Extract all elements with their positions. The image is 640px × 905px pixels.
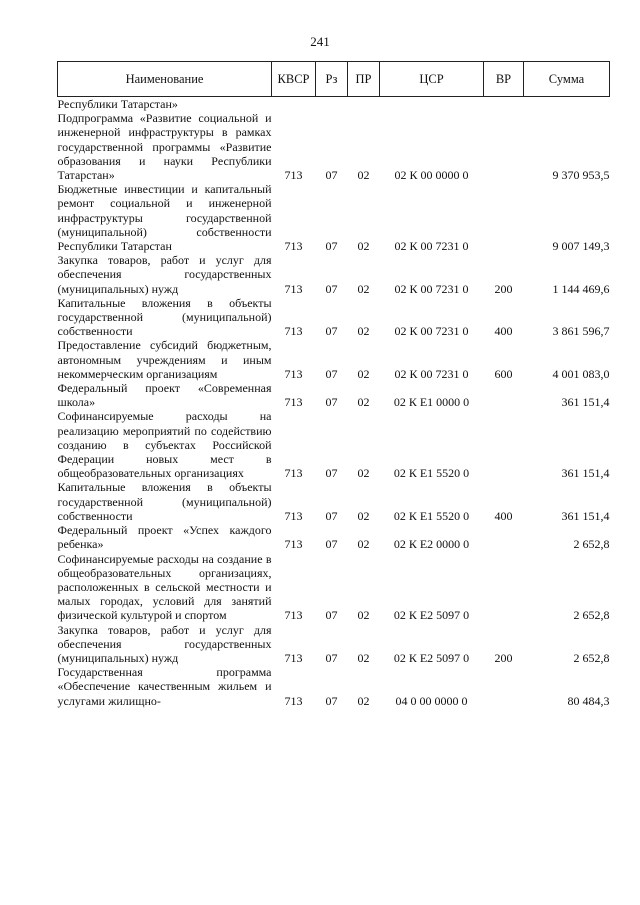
table-row xyxy=(58,111,610,182)
row-name: Федеральный проект «Успех каждого ребенка» xyxy=(57,523,272,552)
row-csr: 02 К 00 7231 0 xyxy=(394,239,469,254)
row-name: Республики Татарстан» xyxy=(57,97,178,111)
row-sum: 3 861 596,7 xyxy=(552,324,610,339)
row-kvsr: 713 xyxy=(284,650,303,665)
row-sum xyxy=(524,97,610,112)
header-pr: ПР xyxy=(348,62,380,97)
row-kvsr: 713 xyxy=(284,508,303,523)
row-sum: 2 652,8 xyxy=(573,537,610,552)
table-row xyxy=(58,253,610,296)
row-rz: 07 xyxy=(325,366,338,381)
row-rz: 07 xyxy=(325,324,338,339)
row-kvsr: 713 xyxy=(284,366,303,381)
row-pr: 02 xyxy=(357,608,370,623)
page-number: 241 xyxy=(310,34,330,49)
row-vr xyxy=(484,523,524,551)
row-pr: 02 xyxy=(357,239,370,254)
row-name: Государственная программа «Обеспечение качественным жильем и услугами жилищно- xyxy=(57,665,272,708)
table-row xyxy=(58,523,610,551)
row-pr: 02 xyxy=(357,366,370,381)
row-pr: 02 xyxy=(357,650,370,665)
row-kvsr: 713 xyxy=(284,537,303,552)
row-sum: 9 370 953,5 xyxy=(552,168,610,183)
row-vr xyxy=(484,552,524,623)
row-csr: 02 К 00 7231 0 xyxy=(394,366,469,381)
row-kvsr: 713 xyxy=(284,239,303,254)
table-row xyxy=(58,182,610,253)
row-csr: 02 К Е1 5520 0 xyxy=(393,466,470,481)
row-csr: 04 0 00 0000 0 xyxy=(395,693,468,708)
row-pr: 02 xyxy=(357,466,370,481)
table-row xyxy=(58,480,610,523)
row-sum: 9 007 149,3 xyxy=(552,239,610,254)
row-pr: 02 xyxy=(357,168,370,183)
row-kvsr: 713 xyxy=(284,693,303,708)
row-vr xyxy=(484,97,524,112)
row-pr: 02 xyxy=(357,281,370,296)
table-row xyxy=(58,552,610,623)
row-rz: 07 xyxy=(325,650,338,665)
table-row xyxy=(58,338,610,381)
row-rz: 07 xyxy=(325,395,338,410)
row-csr xyxy=(380,97,484,112)
row-name: Капитальные вложения в объекты государственной (муниципальной) собственности xyxy=(57,480,272,523)
row-pr: 02 xyxy=(357,693,370,708)
row-csr: 02 К Е1 0000 0 xyxy=(393,395,470,410)
header-row xyxy=(58,62,610,97)
row-rz: 07 xyxy=(325,608,338,623)
table-row xyxy=(58,665,610,708)
row-rz: 07 xyxy=(325,168,338,183)
row-kvsr: 713 xyxy=(284,324,303,339)
row-rz xyxy=(316,97,348,112)
row-csr: 02 К Е2 5097 0 xyxy=(393,650,470,665)
row-sum: 4 001 083,0 xyxy=(552,366,610,381)
row-csr: 02 К Е2 0000 0 xyxy=(393,537,470,552)
row-csr: 02 К Е2 5097 0 xyxy=(393,608,470,623)
row-pr: 02 xyxy=(357,537,370,552)
row-rz: 07 xyxy=(325,508,338,523)
row-csr: 02 К 00 0000 0 xyxy=(394,168,469,183)
row-vr: 400 xyxy=(494,508,513,523)
row-sum: 1 144 469,6 xyxy=(552,281,610,296)
row-sum: 361 151,4 xyxy=(561,508,610,523)
row-vr: 600 xyxy=(494,366,513,381)
row-vr: 200 xyxy=(494,281,513,296)
row-name: Подпрограмма «Развитие социальной и инженерной инфраструктуры в рамках государственной программы «Развитие образования и науки Республики Татарстан» xyxy=(57,111,272,183)
row-rz: 07 xyxy=(325,281,338,296)
row-kvsr xyxy=(272,97,316,112)
row-vr xyxy=(484,665,524,708)
row-name: Бюджетные инвестиции и капитальный ремонт социальной и инженерной инфраструктуры государственной (муниципальной) собственности Республики Татарстан xyxy=(57,182,272,254)
row-vr xyxy=(484,111,524,182)
row-vr xyxy=(484,182,524,253)
row-name: Софинансируемые расходы на создание в общеобразовательных организациях, расположенных в сельской местности и малых городах, условий для занятий физической культурой и спортом xyxy=(57,551,272,623)
header-vr: ВР xyxy=(484,62,524,97)
row-rz: 07 xyxy=(325,537,338,552)
row-kvsr: 713 xyxy=(284,281,303,296)
header-kvsr: КВСР xyxy=(272,62,316,97)
row-kvsr: 713 xyxy=(284,168,303,183)
row-sum: 80 484,3 xyxy=(567,693,610,708)
row-kvsr: 713 xyxy=(284,395,303,410)
row-rz: 07 xyxy=(325,466,338,481)
table-row xyxy=(58,97,610,112)
row-sum: 361 151,4 xyxy=(561,466,610,481)
row-name: Закупка товаров, работ и услуг для обеспечения государственных (муниципальных) нужд xyxy=(57,622,272,665)
row-name: Предоставление субсидий бюджетным, автономным учреждениям и иным некоммерческим организациям xyxy=(57,338,272,381)
row-rz: 07 xyxy=(325,239,338,254)
row-name: Закупка товаров, работ и услуг для обеспечения государственных (муниципальных) нужд xyxy=(57,253,272,296)
row-pr: 02 xyxy=(357,395,370,410)
header-name: Наименование xyxy=(58,62,272,97)
row-vr xyxy=(484,381,524,409)
row-kvsr: 713 xyxy=(284,466,303,481)
budget-table xyxy=(57,61,610,708)
row-vr: 200 xyxy=(494,650,513,665)
row-vr xyxy=(484,409,524,480)
row-pr: 02 xyxy=(357,508,370,523)
row-pr: 02 xyxy=(357,324,370,339)
row-vr: 400 xyxy=(494,324,513,339)
header-sum: Сумма xyxy=(524,62,610,97)
row-sum: 361 151,4 xyxy=(561,395,610,410)
row-kvsr: 713 xyxy=(284,608,303,623)
row-csr: 02 К Е1 5520 0 xyxy=(393,508,470,523)
header-rz: Рз xyxy=(316,62,348,97)
header-csr: ЦСР xyxy=(380,62,484,97)
row-name: Софинансируемые расходы на реализацию мероприятий по содействию созданию в субъектах Российской Федерации новых мест в общеобразовательных организациях xyxy=(57,409,272,481)
row-name: Федеральный проект «Современная школа» xyxy=(57,381,272,410)
row-sum: 2 652,8 xyxy=(573,650,610,665)
table-row xyxy=(58,381,610,409)
row-sum: 2 652,8 xyxy=(573,608,610,623)
table-row xyxy=(58,409,610,480)
row-name: Капитальные вложения в объекты государственной (муниципальной) собственности xyxy=(57,295,272,339)
table-row xyxy=(58,296,610,339)
row-csr: 02 К 00 7231 0 xyxy=(394,281,469,296)
row-rz: 07 xyxy=(325,693,338,708)
table-row xyxy=(58,623,610,666)
row-pr xyxy=(348,97,380,112)
row-csr: 02 К 00 7231 0 xyxy=(394,324,469,339)
